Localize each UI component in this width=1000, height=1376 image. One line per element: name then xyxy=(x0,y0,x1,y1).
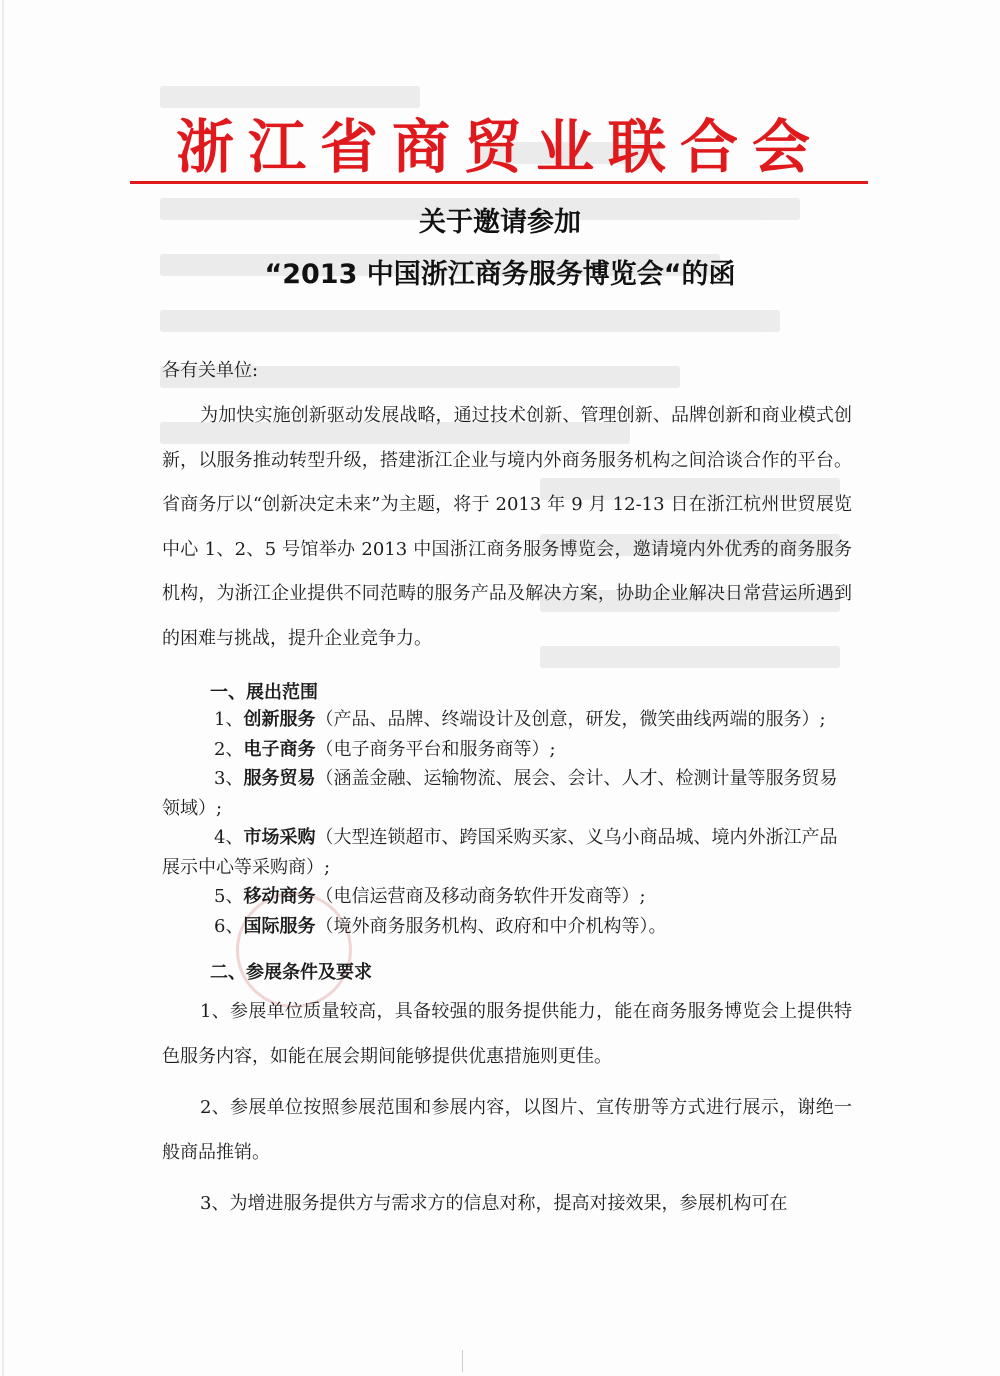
list-item xyxy=(162,705,852,735)
list-item xyxy=(162,882,852,912)
item-number: 3、 xyxy=(214,768,244,789)
intro-paragraph xyxy=(162,394,852,661)
organization-letterhead: 浙江省商贸业联合会 xyxy=(175,113,824,181)
intro-text: 为加快实施创新驱动发展战略，通过技术创新、管理创新、品牌创新和商业模式创新，以服务推动转型升级，搭建浙江企业与境内外商务服务机构之间洽谈合作的平台。省商务厅以“创新决定未来”为主题，将于 2013 年 9 月 12-13 日在浙江杭州世贸展览中心 1、2、5 号馆举办 2013 中国浙江商务服务博览会，邀请境内外优秀的商务服务机构，为浙江企业提供不同范畴的服务产品及解决方案，协助企业解决日常营运所遇到的困难与挑战，提升企业竞争力。 xyxy=(162,405,852,649)
document-title-line1: 关于邀请参加 xyxy=(419,207,581,238)
item-number: 5、 xyxy=(214,886,244,907)
requirement-paragraph-1 xyxy=(162,990,852,1079)
exhibit-scope-list xyxy=(162,705,852,941)
item-number: 6、 xyxy=(214,915,244,937)
item-desc: （涵盖金融、运输物流、展会、会计、人才、检测计量等服务贸易领域）; xyxy=(162,768,838,819)
scan-mark xyxy=(462,1350,463,1372)
item-desc: （产品、品牌、终端设计及创意，研发，微笑曲线两端的服务）; xyxy=(315,709,826,730)
item-desc: （电子商务平台和服务商等）; xyxy=(315,738,556,760)
list-item xyxy=(162,735,852,765)
item-desc: （境外商务服务机构、政府和中介机构等）。 xyxy=(315,915,667,937)
item-name: 移动商务 xyxy=(243,886,316,907)
requirement-text: 2、参展单位按照参展范围和参展内容，以图片、宣传册等方式进行展示，谢绝一般商品推销。 xyxy=(162,1097,852,1163)
requirement-text: 3、为增进服务提供方与需求方的信息对称，提高对接效果，参展机构可在 xyxy=(200,1193,788,1214)
section1-heading: 一、展出范围 xyxy=(210,682,318,703)
item-name: 创新服务 xyxy=(243,709,316,730)
item-name: 服务贸易 xyxy=(243,768,316,789)
item-number: 2、 xyxy=(214,738,244,760)
item-name: 国际服务 xyxy=(243,915,316,937)
requirement-paragraph-2 xyxy=(162,1086,852,1175)
requirement-paragraph-3 xyxy=(162,1182,852,1227)
item-name: 市场采购 xyxy=(243,827,316,848)
letterhead-divider xyxy=(130,181,868,184)
item-name: 电子商务 xyxy=(243,738,316,760)
list-item xyxy=(162,912,852,942)
requirement-text: 1、参展单位质量较高，具备较强的服务提供能力，能在商务服务博览会上提供特色服务内容，如能在展会期间能够提供优惠措施则更佳。 xyxy=(162,1001,852,1067)
item-desc: （电信运营商及移动商务软件开发商等）; xyxy=(315,886,646,907)
list-item xyxy=(162,823,852,882)
section2-heading: 二、参展条件及要求 xyxy=(210,962,372,983)
item-desc: （大型连锁超市、跨国采购买家、义乌小商品城、境内外浙江产品展示中心等采购商）; xyxy=(162,827,838,878)
item-number: 4、 xyxy=(214,827,244,848)
list-item xyxy=(162,764,852,823)
salutation: 各有关单位: xyxy=(162,360,259,381)
document-title-line2: “2013 中国浙江商务服务博览会“的函 xyxy=(264,259,736,290)
item-number: 1、 xyxy=(214,709,244,730)
